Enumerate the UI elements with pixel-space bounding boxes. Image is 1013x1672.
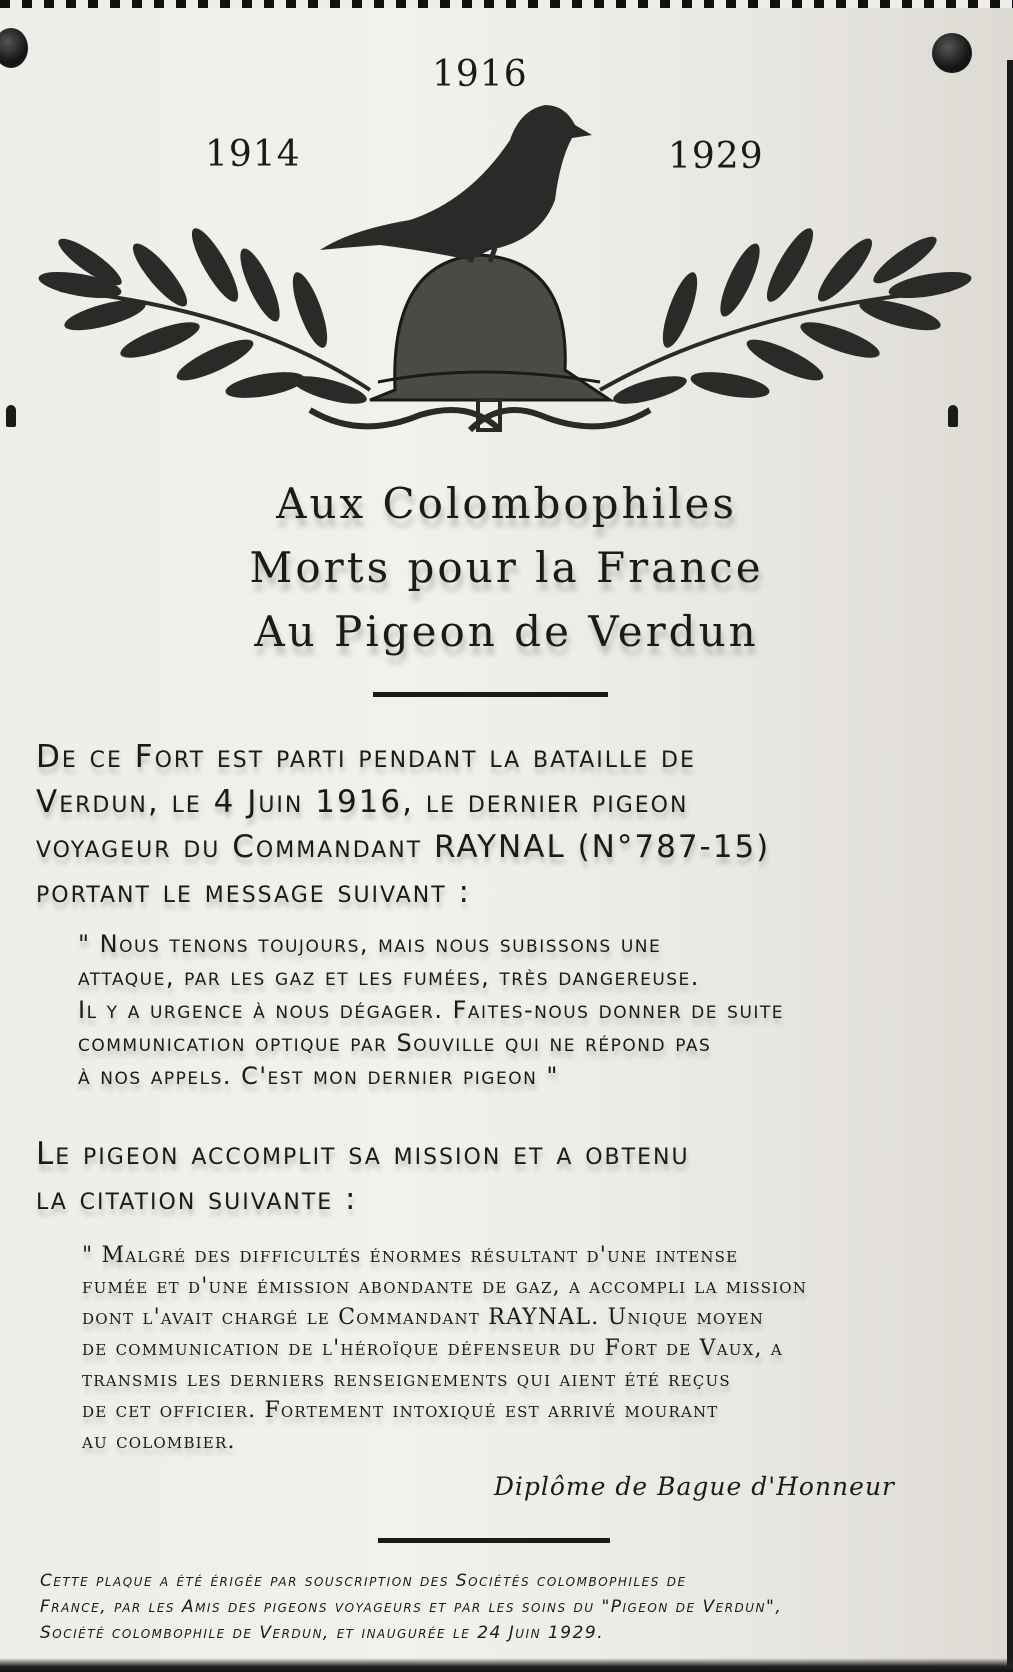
film-perforation-top — [0, 0, 1013, 8]
paragraph-departure — [36, 735, 936, 915]
footer-dedication — [40, 1568, 970, 1646]
paragraph-mission — [36, 1132, 936, 1222]
plaque-bottom-edge — [0, 1658, 1013, 1672]
quote-message — [78, 928, 918, 1093]
laurel-left-icon — [37, 223, 370, 409]
quote-2-line-2: fumée et d'une émission abondante de gaz, a accompli la mission — [82, 1274, 808, 1299]
title-line-1: Aux Colombophiles — [276, 479, 737, 528]
date-1914: 1914 — [205, 134, 301, 175]
quote-2-line-3: dont l'avait chargé le Commandant RAYNAL. Unique moyen — [82, 1305, 765, 1330]
footer-line-3: Société colombophile de Verdun, et inaugurée le 24 Juin 1929. — [40, 1623, 605, 1643]
paragraph-1-line-4: portant le message suivant : — [36, 874, 471, 910]
footer-line-2: France, par les Amis des pigeons voyageurs et par les soins du "Pigeon de Verdun", — [40, 1597, 783, 1617]
quote-2-line-4: de communication de l'héroïque défenseur du Fort de Vaux, a — [82, 1336, 783, 1361]
quote-2-line-7: au colombier. — [82, 1429, 236, 1454]
helmet-icon — [370, 255, 610, 400]
footer-line-1: Cette plaque a été érigée par souscription des Sociétés colombophiles de — [40, 1571, 687, 1591]
plaque-title — [0, 472, 1013, 664]
pigeon-helmet-laurel-emblem — [0, 100, 1013, 480]
divider-bottom — [378, 1538, 610, 1543]
paragraph-1-line-3: voyageur du Commandant RAYNAL (N°787-15) — [36, 829, 771, 865]
paragraph-2-line-1: Le pigeon accomplit sa mission et a obtenu — [36, 1136, 690, 1172]
quote-2-line-1: " Malgré des difficultés énormes résultant d'une intense — [82, 1243, 739, 1268]
quote-citation — [82, 1240, 912, 1457]
title-line-3: Au Pigeon de Verdun — [254, 607, 759, 656]
signature-diploma: Diplôme de Bague d'Honneur — [493, 1472, 895, 1501]
divider-top — [373, 692, 608, 697]
quote-1-line-5: à nos appels. C'est mon dernier pigeon " — [78, 1062, 559, 1090]
title-line-2: Morts pour la France — [249, 543, 764, 592]
quote-1-line-2: attaque, par les gaz et les fumées, très dangereuse. — [78, 963, 700, 991]
date-1916: 1916 — [432, 54, 528, 95]
date-1929: 1929 — [668, 136, 764, 177]
laurel-right-icon — [600, 223, 973, 409]
pigeon-icon — [320, 105, 592, 262]
paragraph-2-line-2: la citation suivante : — [36, 1181, 358, 1217]
quote-1-line-1: " Nous tenons toujours, mais nous subissons une — [78, 930, 662, 958]
paragraph-1-line-2: Verdun, le 4 Juin 1916, le dernier pigeon — [36, 784, 689, 820]
ribbon-icon — [310, 400, 650, 430]
mounting-stud-top-left — [0, 28, 28, 68]
quote-1-line-4: communication optique par Souville qui ne répond pas — [78, 1029, 712, 1057]
paragraph-1-line-1: De ce Fort est parti pendant la bataille de — [36, 739, 696, 775]
quote-2-line-6: de cet officier. Fortement intoxiqué est arrivé mourant — [82, 1398, 719, 1423]
quote-2-line-5: transmis les derniers renseignements qui aient été reçus — [82, 1367, 731, 1392]
mounting-stud-top-right — [932, 33, 972, 73]
quote-1-line-3: Il y a urgence à nous dégager. Faites-nous donner de suite — [78, 996, 785, 1024]
